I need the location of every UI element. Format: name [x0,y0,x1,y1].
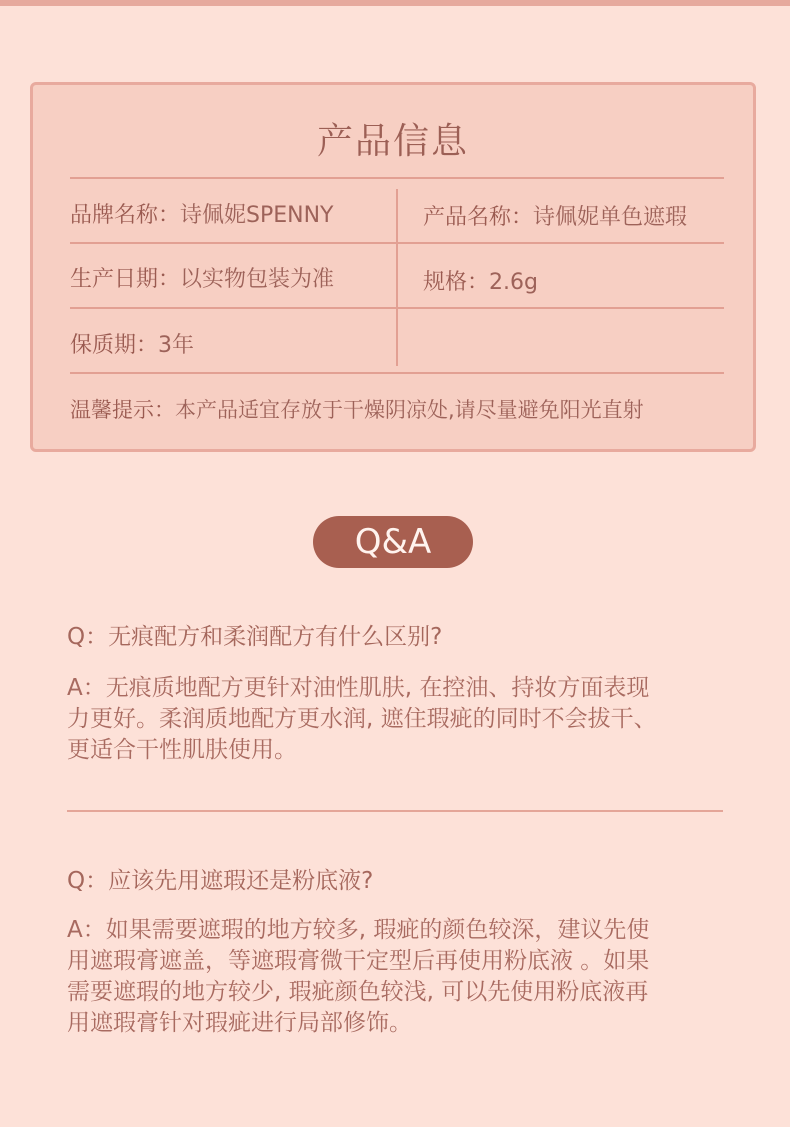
tip-row [70,394,644,424]
question-text: Q：无痕配方和柔润配方有什么区别? [67,624,443,650]
table-line-top [70,177,724,179]
brand-row [70,198,334,229]
table-column-divider [396,189,398,366]
production-date-value: 以实物包装为准 [180,267,335,292]
answer-line: 用遮瑕膏遮盖，等遮瑕膏微干定型后再使用粉底液 。如果 [67,948,650,974]
product-name-value: 诗佩妮单色遮瑕 [533,205,688,230]
shelf-life-row [70,328,194,359]
answer-line: A：如果需要遮瑕的地方较多, 瑕疵的颜色较深，建议先使 [67,917,650,943]
answer-line: 用遮瑕膏针对瑕疵进行局部修饰。 [67,1010,412,1036]
answer-line: 需要遮瑕的地方较少, 瑕疵颜色较浅, 可以先使用粉底液再 [67,979,649,1005]
top-band [0,0,790,6]
shelf-life-label: 保质期： [70,333,159,358]
answer-line: A：无痕质地配方更针对油性肌肤, 在控油、持妆方面表现 [67,675,650,701]
tip-value: 本产品适宜存放于干燥阴凉处,请尽量避免阳光直射 [175,398,644,422]
qa-badge: Q&A [313,516,473,568]
shelf-life-value: 3年 [158,333,195,358]
product-info-title: 产品信息 [316,121,469,162]
answer-text [67,673,727,766]
qa-item [67,862,727,1039]
table-line-4 [70,372,724,374]
answer-line: 力更好。柔润质地配方更水润, 遮住瑕疵的同时不会拔干、 [67,706,657,732]
tip-label: 温馨提示： [70,398,175,422]
production-date-label: 生产日期： [70,267,181,292]
spec-value: 2.6g [489,270,538,295]
spec-label: 规格： [423,270,490,295]
answer-text [67,915,727,1039]
production-date-row [70,262,334,293]
spec-row [423,265,538,296]
answer-line: 更适合干性肌肤使用。 [67,737,297,763]
product-name-label: 产品名称： [423,205,534,230]
question-text: Q：应该先用遮瑕还是粉底液? [67,868,374,894]
qa-divider [67,810,723,812]
product-name-row [423,200,687,231]
product-info-card [30,82,756,452]
qa-item [67,618,727,766]
brand-value: 诗佩妮SPENNY [180,203,334,228]
brand-label: 品牌名称： [70,203,181,228]
